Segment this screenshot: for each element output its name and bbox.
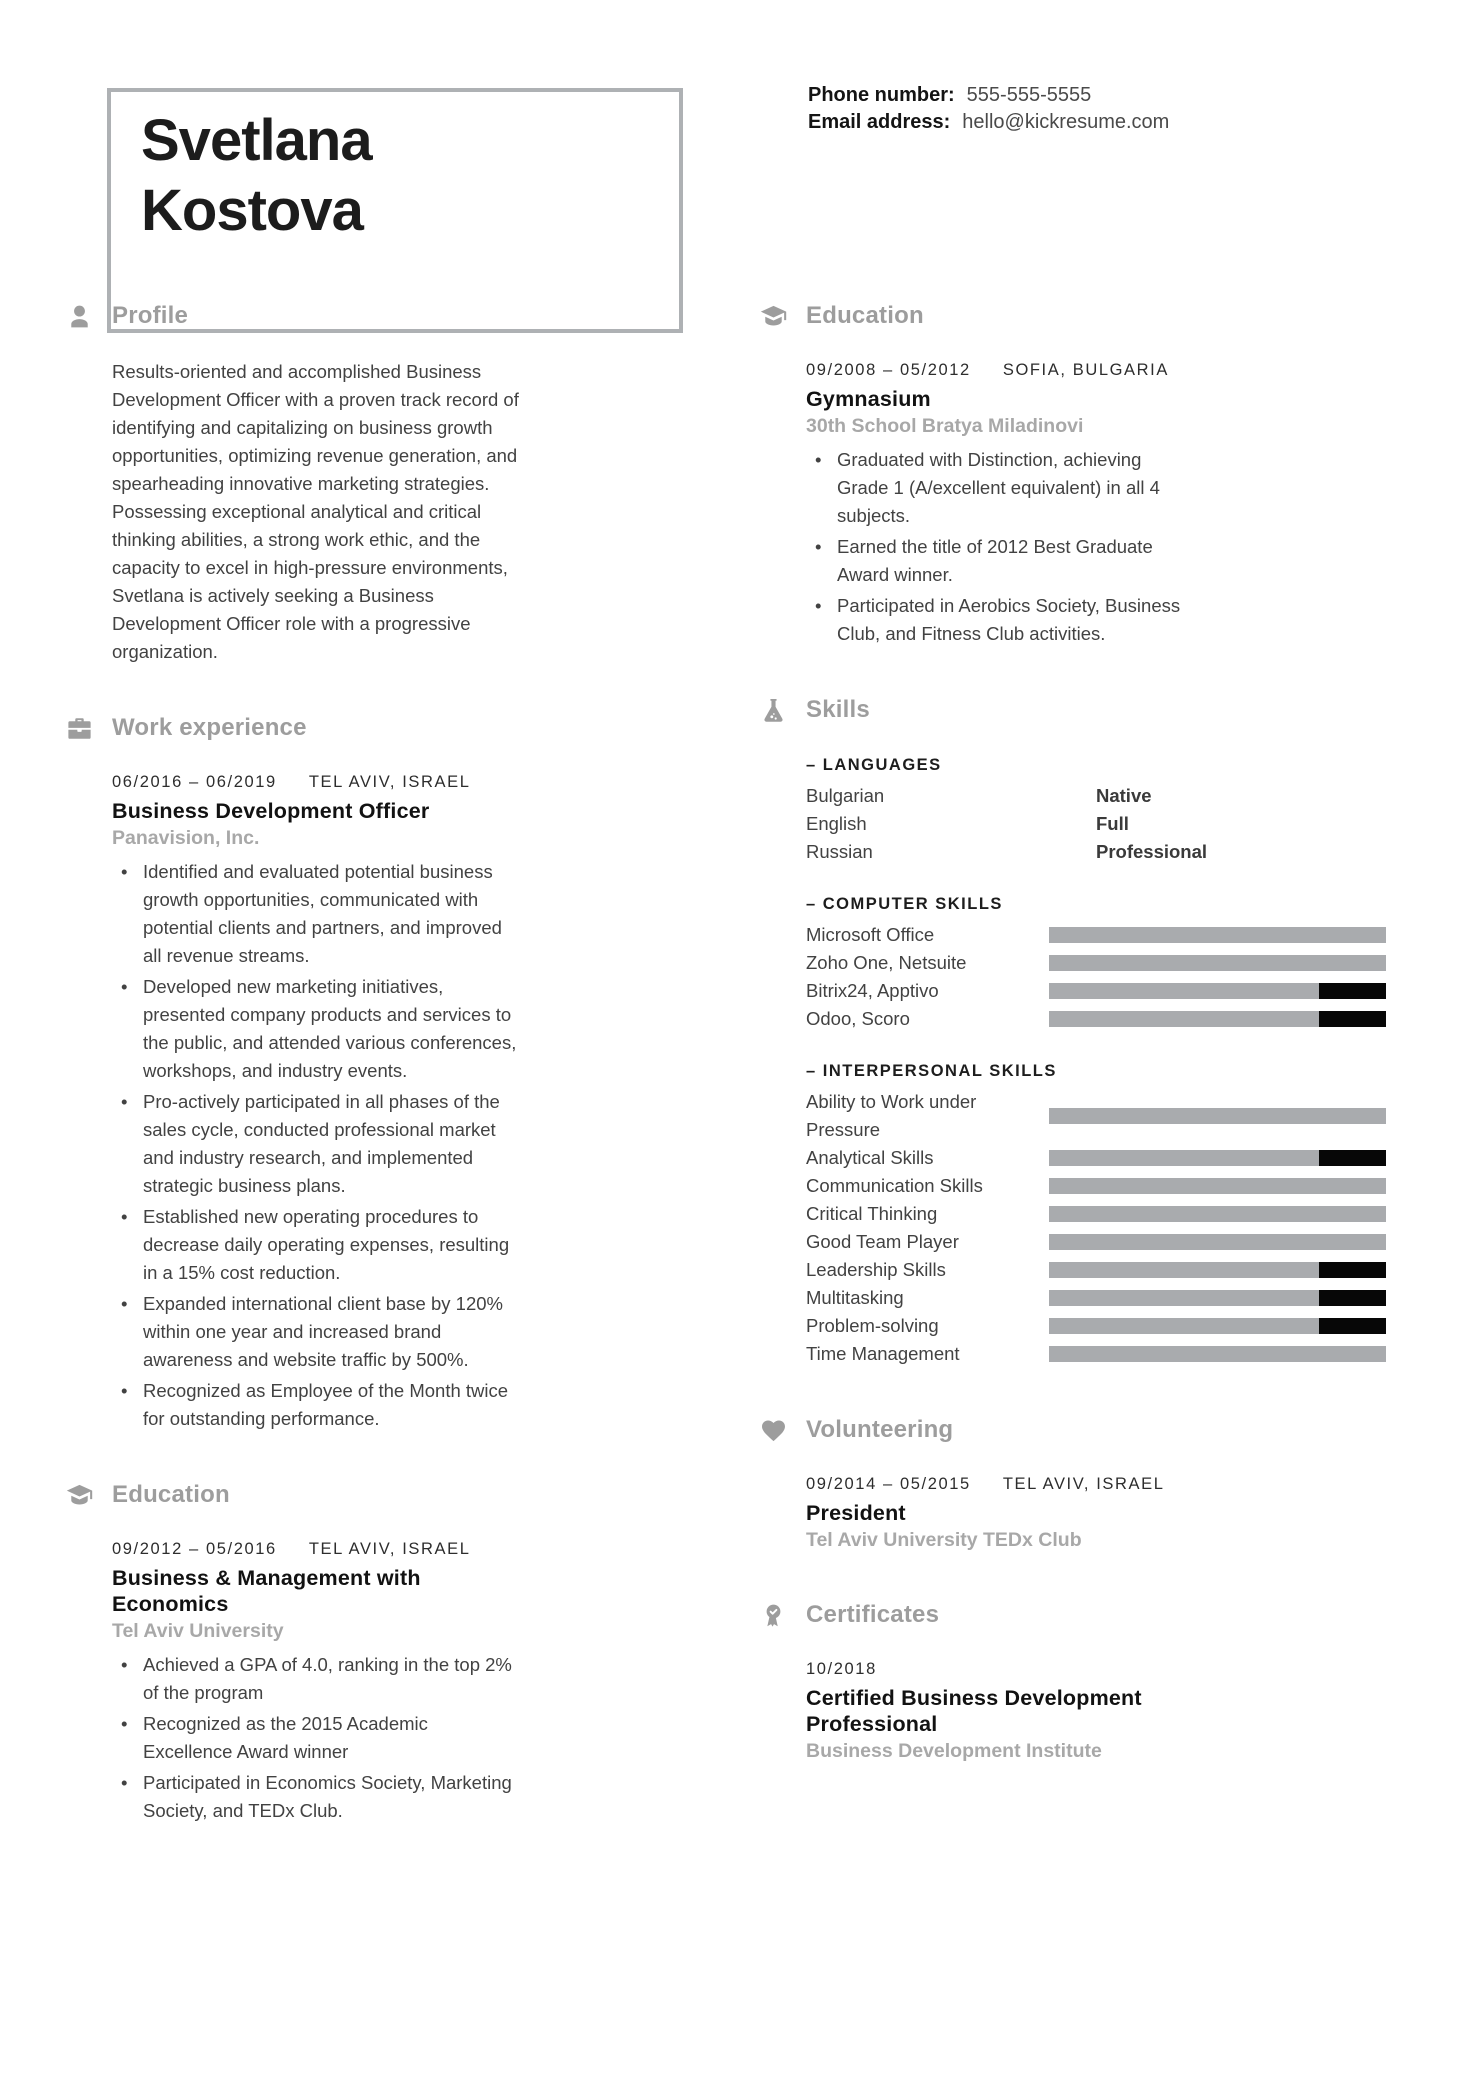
section-title: Skills — [806, 696, 870, 723]
work-entry — [112, 770, 520, 1433]
language-row — [806, 782, 1386, 810]
section-heading — [758, 1599, 1386, 1631]
section-title: Education — [806, 302, 924, 329]
bullet-item: • Developed new marketing initiatives, presented company products and services to the public, and attended various conferences, workshops, and industry events. — [143, 973, 520, 1085]
entry-position: Business Development Officer — [112, 799, 430, 823]
skill-name: Odoo, Scoro — [806, 1008, 910, 1029]
language-row — [806, 838, 1386, 866]
skill-bar — [1049, 1262, 1386, 1278]
certificates-section — [758, 1599, 1386, 1764]
language-level: Full — [1096, 813, 1129, 834]
entry-dates: 09/2012 – 05/2016 — [112, 1540, 277, 1558]
skill-name: Time Management — [806, 1343, 960, 1364]
certificate-badge-icon — [758, 1600, 789, 1631]
education-entry — [112, 1537, 520, 1825]
section-heading — [758, 694, 1386, 726]
entry-school: Tel Aviv University — [112, 1620, 284, 1642]
education-section-left — [64, 1479, 519, 1825]
bullet-item: • Recognized as the 2015 Academic Excellence Award winner — [143, 1710, 520, 1766]
skill-name: Leadership Skills — [806, 1259, 946, 1280]
entry-location: SOFIA, BULGARIA — [1002, 361, 1169, 379]
contact-block — [808, 82, 1169, 136]
skill-bar — [1049, 1108, 1386, 1124]
phone-row — [808, 82, 1169, 109]
bullet-item: • Achieved a GPA of 4.0, ranking in the top 2% of the program — [143, 1651, 520, 1707]
bullet-item: • Recognized as Employee of the Month twice for outstanding performance. — [143, 1377, 520, 1433]
entry-school: 30th School Bratya Miladinovi — [806, 415, 1084, 437]
entry-dates: 06/2016 – 06/2019 — [112, 773, 277, 791]
skill-bar — [1049, 1346, 1386, 1362]
section-heading — [64, 300, 519, 332]
graduation-cap-icon — [758, 301, 789, 332]
bullet-item: • Pro-actively participated in all phases of the sales cycle, conducted professional market and industry research, and implemented strategic business plans. — [143, 1088, 520, 1200]
skill-bar-fill — [1049, 955, 1386, 971]
group-label: – COMPUTER SKILLS — [806, 895, 1003, 913]
skill-bar-fill — [1049, 927, 1386, 943]
name-box — [107, 88, 683, 333]
language-row — [806, 810, 1386, 838]
skill-bar-fill — [1049, 1108, 1386, 1124]
skill-bar-fill — [1049, 1318, 1319, 1334]
entry-location: TEL AVIV, ISRAEL — [1002, 1475, 1165, 1493]
education-section-right — [758, 300, 1386, 648]
entry-location: TEL AVIV, ISRAEL — [308, 1540, 471, 1558]
interpersonal-skills-group — [806, 1058, 1386, 1368]
section-heading — [64, 712, 519, 744]
section-title: Volunteering — [806, 1416, 954, 1443]
section-title: Certificates — [806, 1601, 940, 1628]
skill-bar-fill — [1049, 1262, 1319, 1278]
email-value: hello@kickresume.com — [962, 111, 1170, 133]
skill-bar — [1049, 1011, 1386, 1027]
section-title: Profile — [112, 302, 189, 329]
skill-bar — [1049, 927, 1386, 943]
language-level: Professional — [1096, 841, 1208, 862]
skill-bar — [1049, 1234, 1386, 1250]
flask-icon — [758, 695, 789, 726]
skill-row — [806, 1200, 1386, 1228]
language-name: Russian — [806, 841, 873, 862]
language-level: Native — [1096, 785, 1152, 806]
skill-row — [806, 1005, 1386, 1033]
skill-bar-fill — [1049, 1290, 1319, 1306]
volunteering-entry — [806, 1472, 1188, 1553]
entry-dates: 09/2008 – 05/2012 — [806, 361, 971, 379]
skill-row — [806, 949, 1386, 977]
language-name: Bulgarian — [806, 785, 885, 806]
group-label: – LANGUAGES — [806, 756, 942, 774]
entry-organization: Tel Aviv University TEDx Club — [806, 1529, 1082, 1551]
entry-degree: Gymnasium — [806, 387, 931, 411]
skill-name: Critical Thinking — [806, 1203, 938, 1224]
email-row — [808, 109, 1169, 136]
skill-name: Communication Skills — [806, 1175, 983, 1196]
bullet-list — [112, 1651, 520, 1825]
certificate-issuer: Business Development Institute — [806, 1740, 1102, 1762]
skill-bar — [1049, 1178, 1386, 1194]
section-heading — [64, 1479, 519, 1511]
skill-bar — [1049, 983, 1386, 999]
education-entry — [806, 358, 1188, 648]
skill-row — [806, 921, 1386, 949]
entry-date-line — [806, 1657, 1188, 1681]
section-title: Education — [112, 1481, 230, 1508]
entry-date-line — [112, 770, 520, 794]
bullet-item: • Graduated with Distinction, achieving Grade 1 (A/excellent equivalent) in all 4 subjects. — [837, 446, 1188, 530]
section-heading — [758, 1414, 1386, 1446]
skill-name: Bitrix24, Apptivo — [806, 980, 939, 1001]
briefcase-icon — [64, 713, 95, 744]
bullet-list — [806, 446, 1188, 648]
entry-date-line — [806, 358, 1188, 382]
skill-bar — [1049, 1290, 1386, 1306]
skill-bar — [1049, 1206, 1386, 1222]
bullet-item: • Earned the title of 2012 Best Graduate Award winner. — [837, 533, 1188, 589]
entry-degree: Business & Management with Economics — [112, 1566, 421, 1616]
section-heading — [758, 300, 1386, 332]
skill-bar-fill — [1049, 1346, 1386, 1362]
skill-row — [806, 1172, 1386, 1200]
entry-location: TEL AVIV, ISRAEL — [308, 773, 471, 791]
phone-label: Phone number: — [808, 84, 955, 106]
graduation-cap-icon — [64, 1480, 95, 1511]
skill-name: Zoho One, Netsuite — [806, 952, 967, 973]
phone-value: 555-555-5555 — [966, 84, 1092, 106]
skill-bar-fill — [1049, 1150, 1319, 1166]
skill-row — [806, 1312, 1386, 1340]
skill-bar — [1049, 1150, 1386, 1166]
bullet-item: • Participated in Economics Society, Marketing Society, and TEDx Club. — [143, 1769, 520, 1825]
entry-date-line — [806, 1472, 1188, 1496]
certificate-entry — [806, 1657, 1188, 1764]
skill-row — [806, 1284, 1386, 1312]
skills-section — [758, 694, 1386, 1368]
email-label: Email address: — [808, 111, 951, 133]
skill-name: Microsoft Office — [806, 924, 935, 945]
skill-row — [806, 1088, 1386, 1144]
bullet-item: • Established new operating procedures to decrease daily operating expenses, resulting in a 15% cost reduction. — [143, 1203, 520, 1287]
right-column — [758, 300, 1386, 1764]
skill-name: Ability to Work under Pressure — [806, 1091, 977, 1140]
skill-bar-fill — [1049, 1178, 1386, 1194]
name-line-2: Kostova — [141, 178, 363, 243]
person-name — [111, 92, 679, 246]
skill-bar-fill — [1049, 983, 1319, 999]
computer-skills-group — [806, 891, 1386, 1033]
skill-row — [806, 1256, 1386, 1284]
bullet-item: • Participated in Aerobics Society, Business Club, and Fitness Club activities. — [837, 592, 1188, 648]
skill-row — [806, 977, 1386, 1005]
work-experience-section — [64, 712, 519, 1433]
skill-row — [806, 1228, 1386, 1256]
skill-name: Problem-solving — [806, 1315, 939, 1336]
languages-group — [806, 752, 1386, 866]
skill-name: Good Team Player — [806, 1231, 959, 1252]
bullet-item: • Expanded international client base by 120% within one year and increased brand awareness and website traffic by 500%. — [143, 1290, 520, 1374]
skill-bar-fill — [1049, 1234, 1386, 1250]
left-column — [64, 300, 519, 1825]
name-line-1: Svetlana — [141, 108, 372, 173]
certificate-name: Certified Business Development Professional — [806, 1686, 1142, 1736]
bullet-list — [112, 858, 520, 1433]
skill-bar-fill — [1049, 1206, 1386, 1222]
person-icon — [64, 301, 95, 332]
skill-name: Multitasking — [806, 1287, 904, 1308]
skill-name: Analytical Skills — [806, 1147, 934, 1168]
section-title: Work experience — [112, 714, 307, 741]
language-name: English — [806, 813, 867, 834]
bullet-item: • Identified and evaluated potential business growth opportunities, communicated with potential clients and partners, and improved all revenue streams. — [143, 858, 520, 970]
entry-role: President — [806, 1501, 906, 1525]
skill-bar-fill — [1049, 1011, 1319, 1027]
entry-company: Panavision, Inc. — [112, 827, 260, 849]
volunteering-section — [758, 1414, 1386, 1553]
entry-dates: 10/2018 — [806, 1660, 877, 1678]
profile-section — [64, 300, 519, 666]
profile-text: Results-oriented and accomplished Business Development Officer with a proven track record of identifying and capitalizing on business growth opportunities, optimizing revenue generation, and spearheading innovative marketing strategies. Possessing exceptional analytical and critical thinking abilities, a strong work ethic, and the capacity to excel in high-pressure environments, Svetlana is actively seeking a Business Development Officer role with a progressive organization. — [112, 361, 519, 662]
skill-bar — [1049, 955, 1386, 971]
entry-dates: 09/2014 – 05/2015 — [806, 1475, 971, 1493]
heart-icon — [758, 1415, 789, 1446]
skill-bar — [1049, 1318, 1386, 1334]
skill-row — [806, 1144, 1386, 1172]
entry-date-line — [112, 1537, 520, 1561]
skill-row — [806, 1340, 1386, 1368]
group-label: – INTERPERSONAL SKILLS — [806, 1062, 1057, 1080]
